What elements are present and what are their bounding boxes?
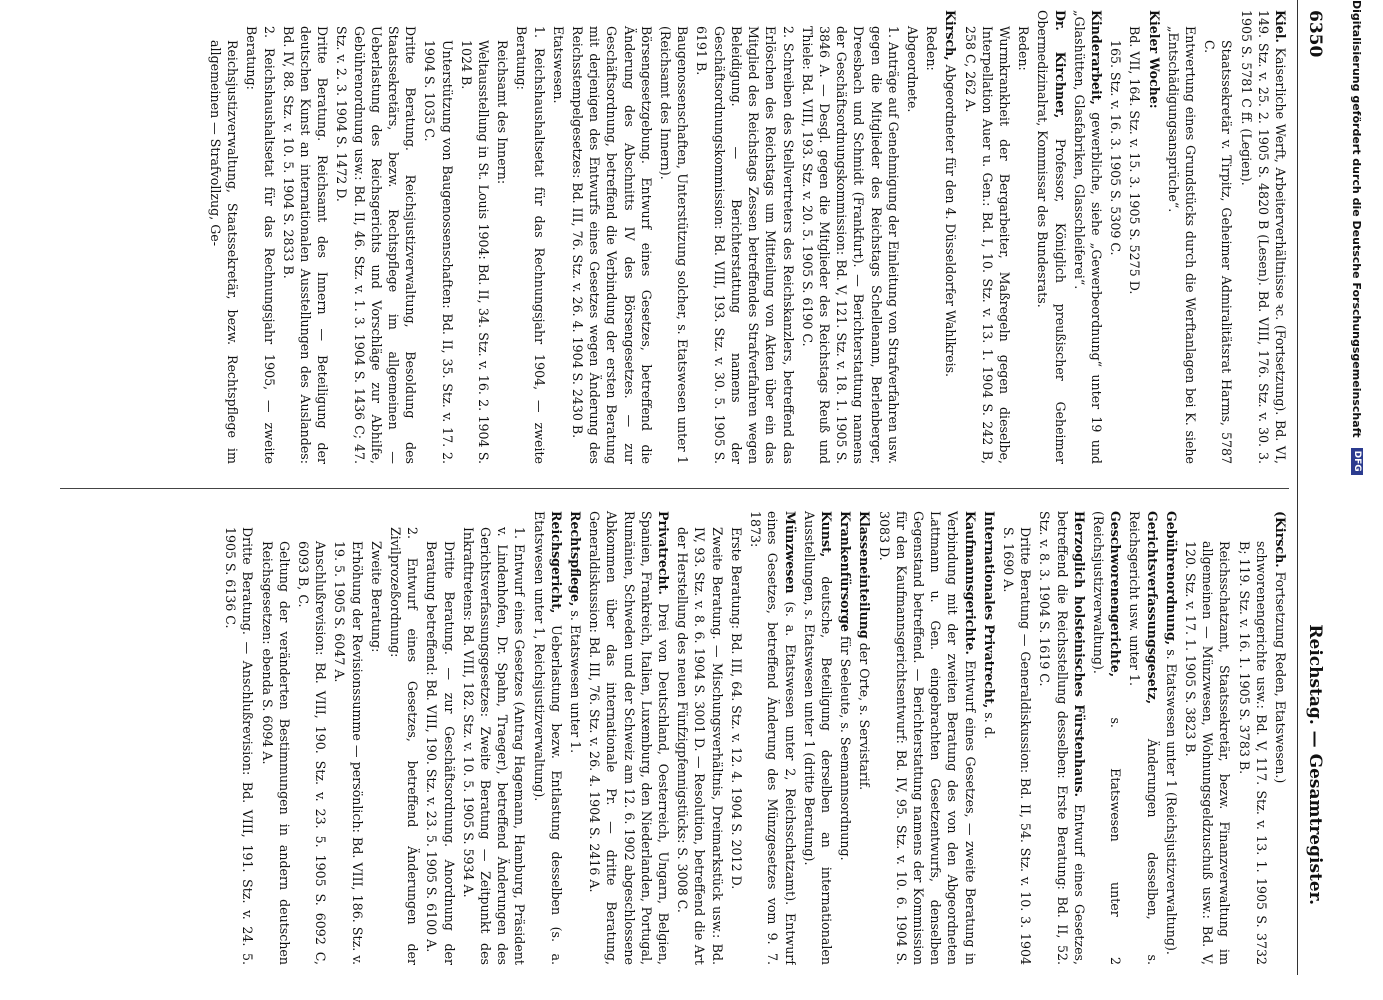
entry-keyword: Reichsgericht, [548, 511, 564, 614]
entry-text: deutsche, Beteiligung derselben an internationalen Ausstellungen, s. Etatswesen unter 1 (dritte Beratung). [801, 511, 834, 965]
register-entry [243, 10, 277, 464]
entry-text: Dritte Beratung. — zur Geschäftsordnung. Anordnung der Beratung betreffend: Bd. VIII, 190. Stz. v. 23. 5. 1905 S. 6100 A. [424, 541, 457, 965]
entry-text: Drei von Deutschland, Oesterreich, Ungarn, Belgien, Spanien, Frankreich, Italien, Luxemburg, den Niederlanden, Portugal, Rumänien, Schweden und der Schweiz am 12. 6. 1902 abgeschlossene Abkommen über das internationale Pr. — dritte Beratung, Generaldiskussion: Bd. III, 76. Stz. v. 26. 4. 1904 S. 2416 A. [587, 511, 672, 965]
entry-text: Entwurf eines Gesetzes, betreffend die Reichsstellung desselben: Erste Beratung: Bd. II, 52. Stz. v. 8. 3. 1904 S. 1619 C. [1037, 511, 1087, 965]
register-entry [1000, 511, 1034, 965]
entry-text: Baugenossenschaften, Unterstützung solcher, s. Etatswesen unter 1 (Reichsamt des Innern). [658, 26, 691, 464]
entry-keyword: Kirsch, [943, 10, 959, 61]
entry-keyword: Kaufmannsgerichte. [962, 511, 978, 655]
entry-keyword: Dr. Kirchner, [1052, 10, 1068, 119]
page-title: Reichstag. — Gesamtregister. [1305, 624, 1326, 905]
entry-text: Wurmkrankheit der Bergarbeiter, Maßregeln gegen dieselbe, Interpellation Auer u. Gen.: Bd. I, 10. Stz. v. 13. 1. 1904 S. 242 B, 258 C, 262 A. [962, 26, 1012, 464]
entry-text: Zweite Beratung: [368, 541, 384, 653]
entry-text: 2. Reichshaushaltsetat für das Rechnungsjahr 1905, — zweite Beratung: [244, 26, 277, 464]
entry-text: Abgeordneter für den 4. Düsseldorfer Wahlkreis. [943, 60, 959, 378]
register-entry [1165, 10, 1199, 464]
register-entry [280, 10, 332, 464]
entry-text: Änderungen desselben, s. Reichsgericht usw. unter 1. [1127, 511, 1160, 965]
page-header [1297, 0, 1333, 975]
register-entry [258, 511, 292, 965]
entry-text: Entwurf eines Gesetzes, — zweite Beratung in Verbindung mit der zweiten Beratung des von den Abgeordneten Lattmann u. Gen. eingebrachten Gesetzentwurfs, denselben Gegenstand betreffend. — Berichterstattung namens der Kommission für den Kaufmannsgerichtsentwurf: Bd. IV, 95. Stz. v. 10. 6. 1904 S. 3083 D. [876, 511, 978, 965]
entry-text: s. d. [981, 708, 997, 739]
register-entry [674, 511, 726, 965]
entry-text: Reichsschatzamt, Staatssekretär, bezw. Finanzverwaltung im allgemeinen — Münzwesen, Wohnungsgeldzuschuß usw.: Bd. V, 120. Stz. v. 17. 1. 1905 S. 3823 B. [1182, 541, 1233, 965]
register-entry [1237, 10, 1289, 464]
entry-text: (s. a. Etatswesen unter 2, Reichsschatzamt). Entwurf eines Gesetzes, betreffend Änderung des Münzgesetzes vom 9. 7. 1873: [748, 511, 798, 965]
entry-text: Geltung der veränderten Bestimmungen in andern deutschen Reichsgesetzen: ebenda S. 6094 A. [259, 541, 292, 965]
register-entry [801, 511, 835, 965]
register-entry [421, 10, 455, 464]
register-entry [875, 511, 978, 965]
register-entry [513, 10, 547, 464]
entry-text: Reichsjustizverwaltung, Staatssekretär, bezw. Rechtspflege im allgemeinen — Strafvollzug, Ge- [208, 40, 241, 464]
register-entry [295, 511, 329, 965]
register-entry [1071, 10, 1105, 464]
register-entry [458, 10, 492, 464]
entry-text: Fortsetzung Reden, Etatswesen.) [1273, 567, 1288, 784]
entry-keyword: Kinderarbeit, [1088, 10, 1104, 105]
entry-text: 2. Schreiben des Stellvertreters des Reichskanzlers, betreffend das Erlöschen des Reichstags um Mitteilung von Akten über ein das Mitglied des Reichstags Zessen betreffendes Strafverfahren wegen Beleidigung. — Berichterstattung namens der Geschäftsordnungskommission: Bd. VIII, 193. Stz. v. 30. 5. 1905 S. 6191 B. [694, 26, 796, 464]
entry-keyword: Geschworenengerichte, [1108, 511, 1124, 678]
register-entry [586, 511, 672, 965]
register-entry [550, 10, 567, 464]
entry-keyword: Krankenfürsorge [838, 511, 854, 632]
register-entry [331, 511, 365, 965]
entry-keyword: Herzoglich holsteinisches Fürstenhaus. [1071, 511, 1087, 797]
register-entry [837, 511, 854, 965]
entry-text: Börsengesetzgebung. Entwurf eines Gesetzes, betreffend die Änderung des Abschnitts IV des Börsengesetzes. — zur Geschäftsordnung, betreffend die Verbindung der ersten Beratung mit derjenigen des Entwurfs eines Gesetzes wegen Änderung des Reichsstempelgesetzes: Bd. III, 76. Stz. v. 26. 4. 1904 S. 2430 B. [570, 26, 654, 464]
entry-text: Ueberlastung bezw. Entlastung desselben (s. a. Etatswesen unter 1, Reichsjustizverwaltung). [531, 511, 564, 965]
register-entry [333, 10, 419, 464]
left-column [60, 10, 1289, 470]
entry-keyword: Klasseneinteilung [857, 511, 873, 639]
register-entry [1015, 10, 1032, 464]
entry-keyword: Gebührenordnung, [1163, 511, 1179, 646]
entry-text: Professor, Königlich preußischer Geheimer Obermedizinalrat, Kommissar des Bundesrats. [1035, 10, 1068, 464]
entry-text: Entwertung eines Grundstücks durch die Werftanlagen bei K. siehe „Entschädigungsansprüche“. [1165, 26, 1198, 464]
entry-text: s. Etatswesen unter 1 (Reichsjustizverwaltung). [1163, 645, 1179, 955]
register-entry [423, 511, 457, 965]
register-entry [856, 511, 873, 965]
register-entry [799, 10, 902, 464]
column-divider [60, 488, 1289, 489]
entry-keyword: Kunst, [818, 511, 834, 558]
entry-text: Etatswesen. [550, 26, 566, 104]
entry-text: Bd. VII, 164. Stz. v. 15. 3. 1905 S. 5275 D. [1127, 26, 1143, 295]
register-entry [1201, 10, 1235, 464]
register-entry [1182, 511, 1234, 965]
register-entry [981, 511, 998, 965]
register-entry [657, 10, 691, 464]
entry-text: Dritte Beratung. Reichsamt des Innern — Beteiligung der deutschen Kunst an internationalen Ausstellungen des Auslandes: Bd. IV, 88. Stz. v. 10. 5. 1904 S. 2833 B. [280, 26, 331, 464]
entry-text: 1. Reichshaushaltsetat für das Rechnungsjahr 1904, — zweite Beratung: [514, 26, 547, 464]
entry-keyword: (Kirsch. [1273, 511, 1288, 568]
funding-stamp [1348, 0, 1366, 1000]
register-entry [569, 10, 655, 464]
entry-keyword: Münzwesen [782, 511, 798, 594]
register-entry [207, 10, 241, 464]
dfg-logo: DFG [1351, 448, 1363, 475]
register-entry [1163, 511, 1180, 965]
entry-text: gewerbliche, siehe „Gewerbeordnung“ unter 19 und „Glashütten, Glasfabriken, Glasschleiferei“. [1071, 10, 1104, 464]
entry-text: Dritte Beratung. — Anschlußrevision: Bd. VIII, 191. Stz. v. 24. 5. 1905 S. 6136 C. [223, 527, 256, 965]
register-entry [222, 511, 256, 965]
entry-keyword: Gerichtsverfassungsgesetz, [1144, 511, 1160, 705]
register-entry [1126, 511, 1160, 965]
entry-keyword: Privatrecht. [656, 511, 672, 595]
entry-text: schworenengerichte usw.: Bd. V, 117. Stz. v. 13. 1. 1905 S. 3732 B; 119. Stz. v. 16. 1. 1905 S. 3783 B. [1236, 541, 1269, 965]
entry-text: der Orte, s. Servistarif. [857, 638, 873, 791]
register-entry [1090, 511, 1124, 965]
entry-text: Reichsamt des Innern: [495, 40, 511, 185]
entry-keyword: Rechtspflege, [568, 511, 584, 607]
entry-text: s. Etatswesen unter 1. [568, 606, 584, 754]
register-entry [1034, 10, 1068, 464]
register-entry [1126, 10, 1143, 464]
entry-text: Erhöhung der Revisionssumme — persönlich: Bd. VIII, 186. Stz. v. 19. 5. 1905 S. 6047 A. [332, 541, 365, 965]
entry-text: für Seeleute, s. Seemannsordnung. [838, 631, 854, 861]
funding-text: Digitalisierung gefördert durch die Deutsche Forschungsgemeinschaft [1350, 0, 1364, 438]
register-entry [728, 511, 745, 965]
entry-text: Reden: [1016, 26, 1032, 71]
register-entry [961, 10, 1013, 464]
register-entry [1107, 10, 1124, 464]
entry-text: Dritte Beratung. Reichsjustizverwaltung, Besoldung des Staatssekretärs, bezw. Rechtspflege im allgemeinen — Ueberlastung des Reichsgerichts und Vorschläge zur Abhilfe, Gebührenordnung usw.: Bd. II, 46. Stz. v. 1. 3. 1904 S. 1436 C; 47. Stz. v. 2. 3. 1904 S. 1472 D. [334, 26, 419, 464]
entry-text: 2. Entwurf eines Gesetzes, betreffend Änderungen der Zivilprozeßordnung: [388, 527, 421, 965]
entry-text: Erste Beratung: Bd. III, 64. Stz. v. 12. 4. 1904 S. 2012 D. [728, 527, 744, 890]
entry-keyword: Internationales Privatrecht, [981, 511, 997, 709]
right-column [60, 505, 1289, 965]
entry-text: Dritte Beratung — Generaldiskussion: Bd. II, 54. Stz. v. 10. 3. 1904 S. 1690 A. [1000, 527, 1034, 965]
register-entry [904, 10, 921, 464]
register-entry [387, 511, 421, 965]
register-entry [530, 511, 564, 965]
register-entry [747, 511, 799, 965]
entry-text: Unterstützung von Baugenossenschaften: Bd. II, 35. Stz. v. 17. 2. 1904 S. 1035 C. [422, 40, 455, 464]
register-entry [460, 511, 529, 965]
register-entry [693, 10, 796, 464]
entry-text: Anschlußrevision: Bd. VIII, 190. Stz. v. 23. 5. 1905 S. 6092 C, 6093 B, C. [296, 541, 329, 965]
entry-text: Reden: [924, 26, 940, 71]
entry-text: s. Etatswesen unter 2 (Reichsjustizverwaltung). [1090, 511, 1124, 965]
entry-text: Staatssekretär v. Tirpitz, Geheimer Admiralitätsrat Harms, 5787 C. [1202, 40, 1235, 464]
register-entry [1272, 511, 1289, 965]
register-entry [1145, 10, 1162, 464]
entry-text: 1. Entwurf eines Gesetzes (Antrag Hagemann, Hamburg, Präsident v. Lindenhofen, Dr. Spahn, Traeger), betreffend Änderungen des Gerichtsverfassungsgesetzes: Zweite Beratung — Zeitpunkt des Inkrafttretens: Bd. VIII, 182. Stz. v. 10. 5. 1905 S. 5934 A. [460, 527, 528, 965]
entry-text: 1. Anträge auf Genehmigung der Einleitung von Strafverfahren usw. gegen die Mitglieder des Reichstags Schellenann, Berlenberger, Dreesbach und Schmidt (Frankfurt). — Berichterstattung namens der Geschäftsordnungskommission: Bd. V, 121. Stz. v. 18. 1. 1905 S. 3846 A. — Desgl. gegen die Mitglieder des Reichstags Reuß und Thiele: Bd. VIII, 193. Stz. v. 20. 5. 1905 S. 6190 C. [799, 26, 901, 464]
page-number: 6350 [1305, 10, 1326, 58]
entry-keyword: Kiel. [1273, 10, 1288, 43]
entry-text: Kaiserliche Werft, Arbeiterverhältnisse ꝛc. (Fortsetzung). Bd. VI, 149. Stz. v. 25. 2. 1905 S. 4820 B (Lesen). Bd. VIII, 176. Stz. v. 30. 3. 1905 S. 5781 C ff. (Legien). [1238, 10, 1288, 464]
rotated-page [50, 0, 1333, 975]
register-entry [1235, 511, 1269, 965]
entry-text: Zweite Beratung. — Mischungsverhältnis, Dreimarkstück usw.: Bd. IV, 93. Stz. v. 8. 6. 1904 S. 3001 D. — Resolution, betreffend die Art der Herstellung des neuen Fünfzigpfennigstücks: S. 3008 C. [675, 527, 725, 965]
entry-text: Weltausstellung in St. Louis 1904: Bd. II, 34. Stz. v. 16. 2. 1904 S. 1024 B. [458, 40, 492, 464]
register-entry [923, 10, 940, 464]
register-entry [1036, 511, 1088, 965]
entry-keyword: Kieler Woche: [1146, 10, 1162, 109]
entry-text: Abgeordnete. [904, 26, 920, 113]
register-entry [567, 511, 584, 965]
register-entry [368, 511, 385, 965]
register-entry [942, 10, 959, 464]
register-entry [494, 10, 511, 464]
entry-text: 165. Stz. v. 16. 3. 1905 S. 5309 C. [1108, 40, 1124, 256]
